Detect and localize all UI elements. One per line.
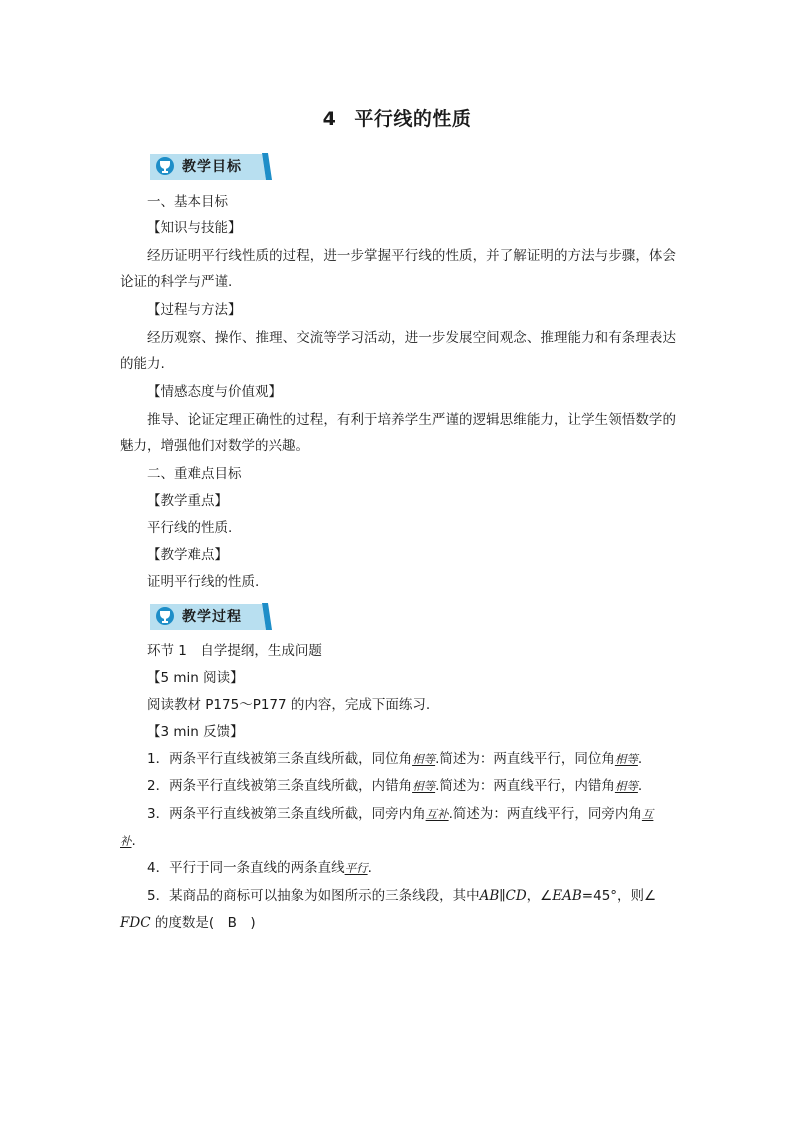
badge-goals-label: 教学目标 bbox=[182, 159, 242, 175]
question-4: 4．平行于同一条直线的两条直线平行. bbox=[147, 860, 372, 876]
badge-process-label: 教学过程 bbox=[182, 609, 242, 625]
knowledge-text: 经历证明平行线性质的过程，进一步掌握平行线的性质，并了解证明的方法与步骤，体会论证的科学与严谨. bbox=[120, 248, 676, 290]
answer-2a: 相等 bbox=[412, 779, 436, 793]
reading-heading: 【5 min 阅读】 bbox=[147, 670, 244, 686]
reading-text: 阅读教材 P175～P177 的内容，完成下面练习. bbox=[147, 697, 431, 713]
process-heading: 【过程与方法】 bbox=[147, 302, 242, 318]
answer-1b: 相等 bbox=[614, 752, 638, 766]
question-5: 5．某商品的商标可以抽象为如图所示的三条线段，其中AB∥CD，∠EAB=45°，则∠ bbox=[147, 888, 657, 904]
answer-3a: 互补 bbox=[425, 807, 449, 821]
feedback-heading: 【3 min 反馈】 bbox=[147, 724, 244, 740]
question-1: 1．两条平行直线被第三条直线所截，同位角相等.简述为：两直线平行，同位角相等. bbox=[147, 751, 643, 767]
difficulty-heading: 【教学难点】 bbox=[147, 547, 228, 563]
question-3-cont: 补. bbox=[120, 833, 136, 849]
answer-4: 平行 bbox=[344, 861, 368, 875]
question-5-cont: FDC 的度数是( B ) bbox=[120, 915, 256, 931]
question-2: 2．两条平行直线被第三条直线所截，内错角相等.简述为：两直线平行，内错角相等. bbox=[147, 778, 643, 794]
emotion-text: 推导、论证定理正确性的过程，有利于培养学生严谨的逻辑思维能力，让学生领悟数学的魅力，增强他们对数学的兴趣。 bbox=[120, 412, 676, 454]
focus-heading: 【教学重点】 bbox=[147, 493, 228, 509]
focus-text: 平行线的性质. bbox=[147, 520, 233, 536]
answer-3b-part1: 互 bbox=[641, 807, 654, 821]
title-number: 4 bbox=[322, 108, 337, 130]
answer-3b-part2: 补 bbox=[120, 834, 132, 848]
section-badge-process bbox=[150, 603, 272, 629]
answer-1a: 相等 bbox=[412, 752, 436, 766]
basic-goals-heading: 一、基本目标 bbox=[147, 194, 228, 210]
section-badge-goals bbox=[150, 153, 272, 179]
page-title bbox=[0, 104, 794, 131]
process-text: 经历观察、操作、推理、交流等学习活动，进一步发展空间观念、推理能力和有条理表达的能力. bbox=[120, 330, 676, 372]
answer-2b: 相等 bbox=[614, 779, 638, 793]
difficulty-text: 证明平行线的性质. bbox=[147, 574, 260, 590]
question-3: 3．两条平行直线被第三条直线所截，同旁内角互补.简述为：两直线平行，同旁内角互 bbox=[147, 806, 654, 822]
knowledge-heading: 【知识与技能】 bbox=[147, 220, 242, 236]
title-text: 平行线的性质 bbox=[354, 108, 472, 130]
step1-heading: 环节 1 自学提纲，生成问题 bbox=[147, 643, 322, 659]
key-goals-heading: 二、重难点目标 bbox=[147, 466, 242, 482]
emotion-heading: 【情感态度与价值观】 bbox=[147, 384, 282, 400]
